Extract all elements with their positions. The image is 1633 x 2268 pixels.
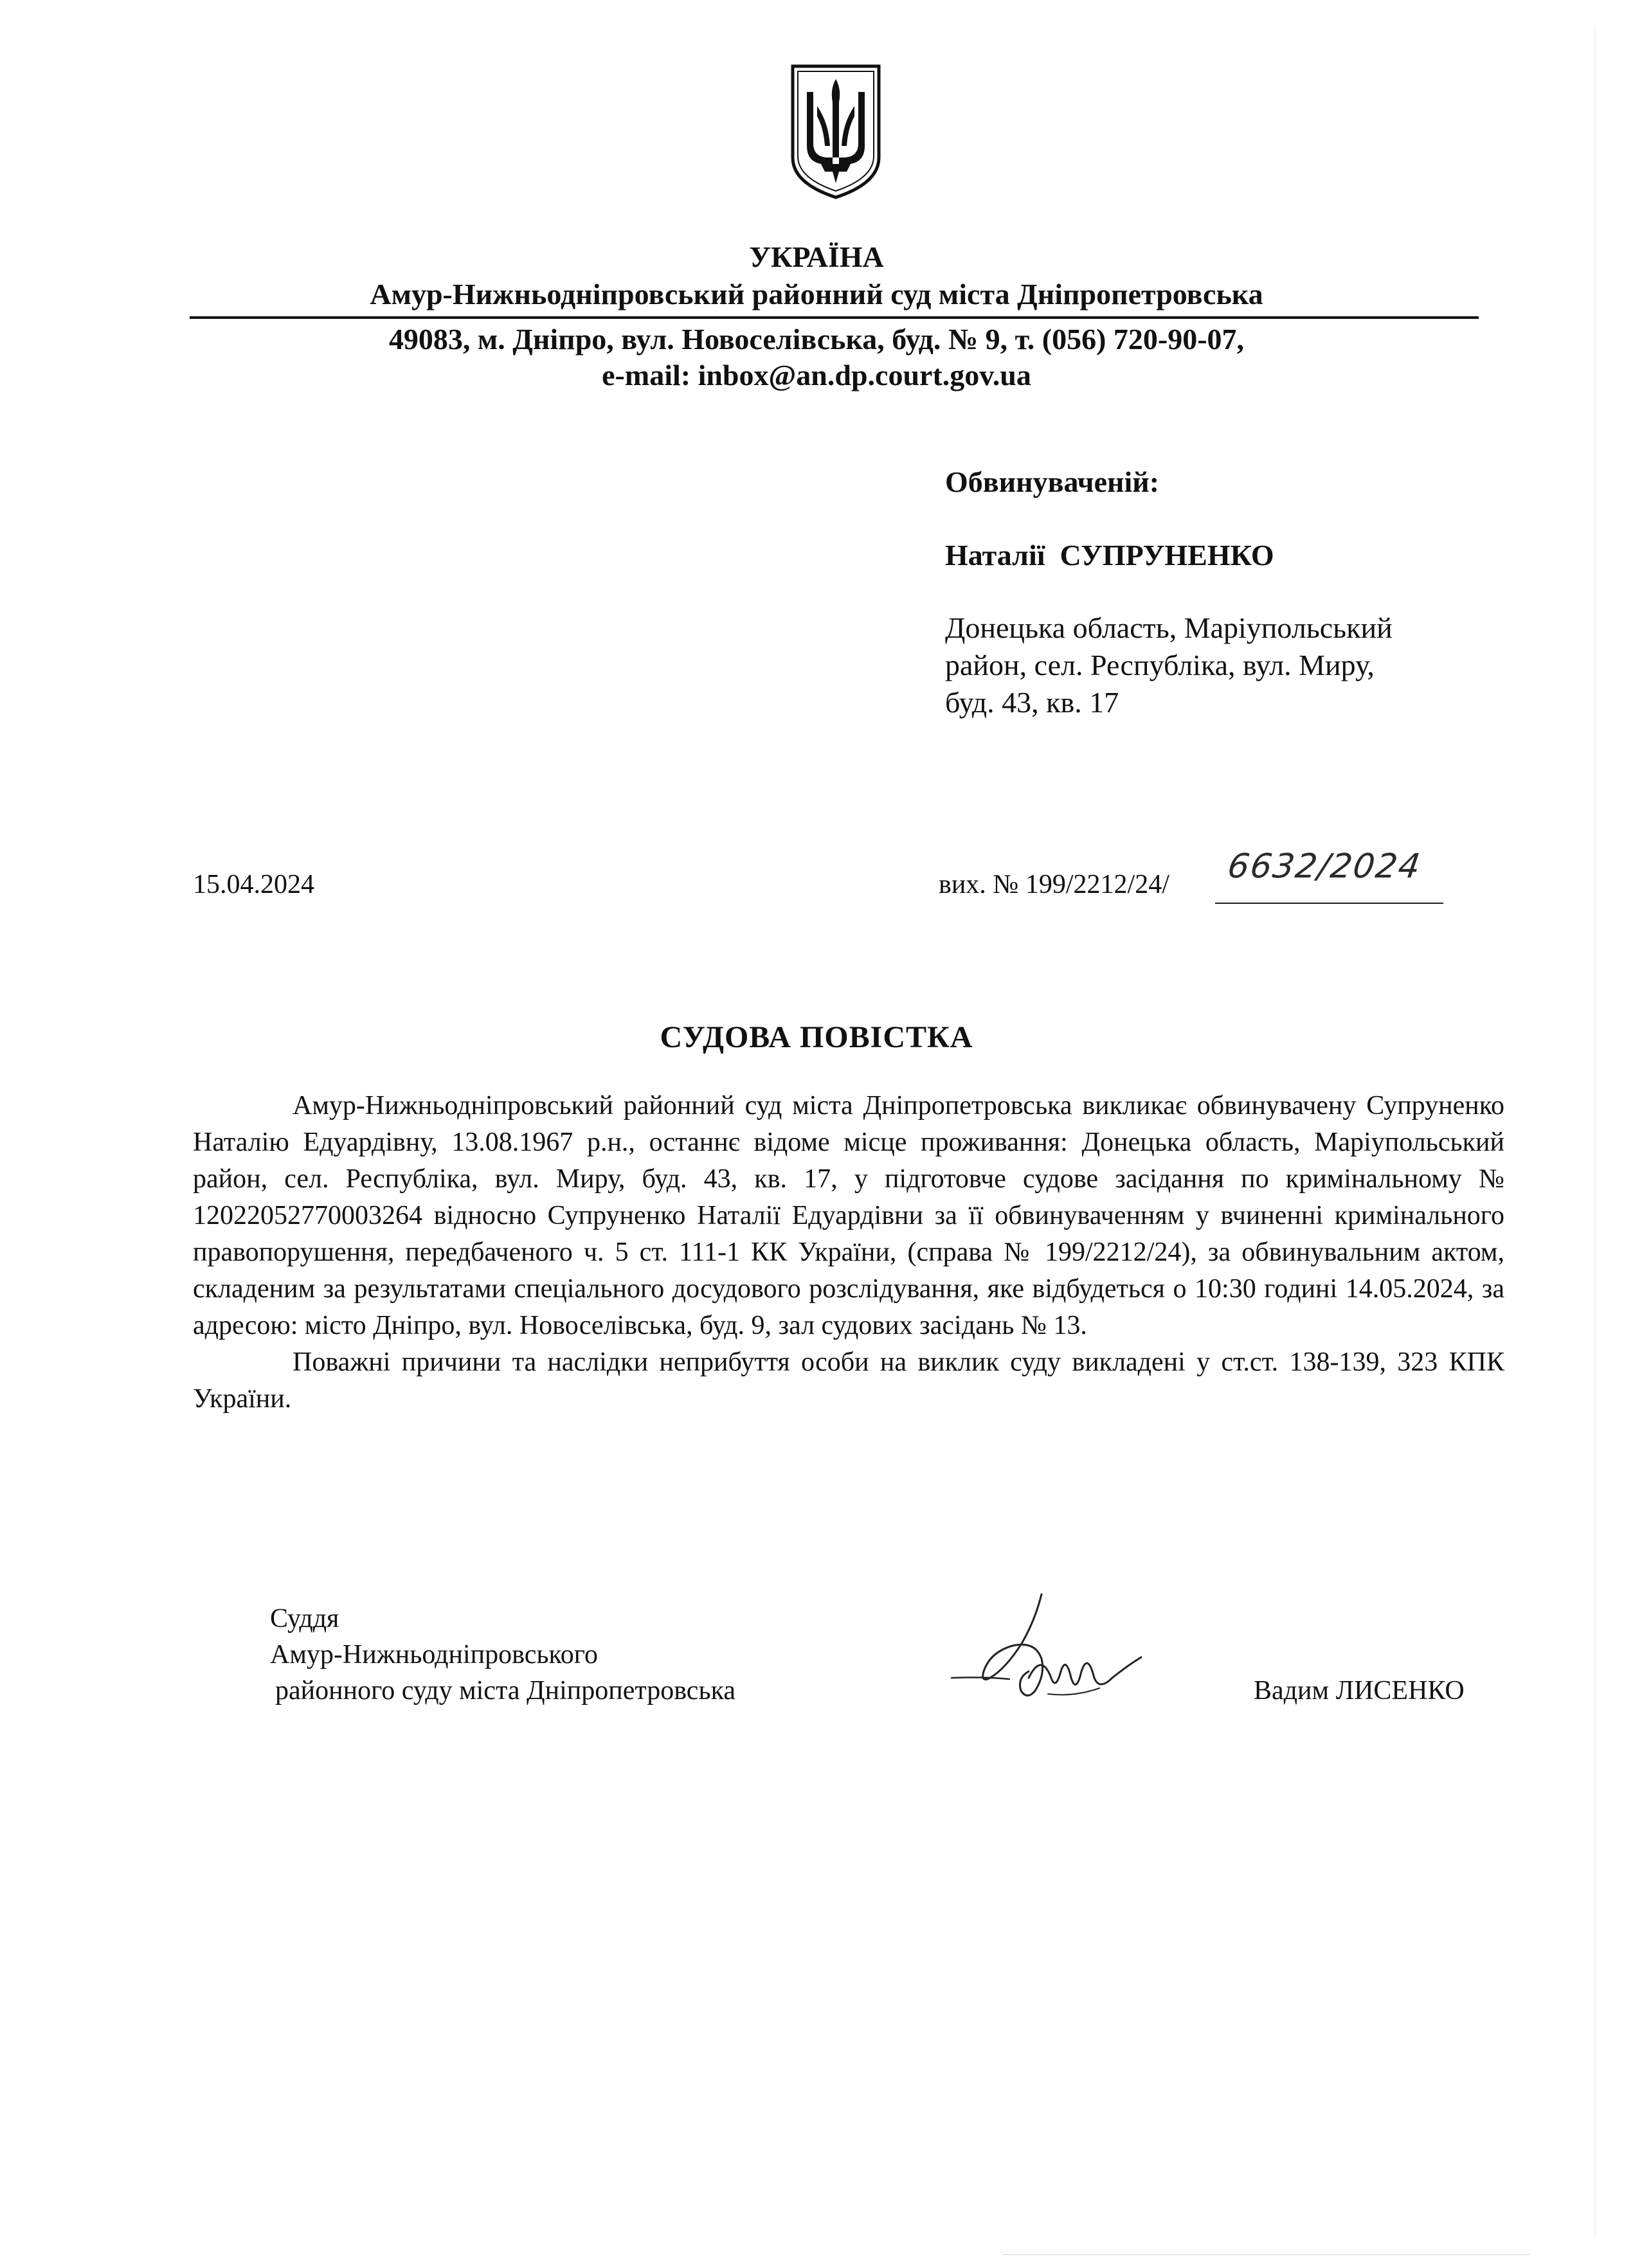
header-divider xyxy=(190,316,1479,319)
body-paragraph: Поважні причини та наслідки неприбуття особи на виклик суду викладені у ст.ст. 138-139, 323 КПК України. xyxy=(193,1347,1504,1414)
body-paragraph: Амур-Нижньодніпровський районний суд міста Дніпропетровська викликає обвинувачену Супруненко Наталію Едуардівну, 13.08.1967 р.н., останнє відоме місце проживання: Донецька область, Маріупольський район, сел. Республіка, вул. Миру, буд. 43, кв. 17, у підготовче судове засідання по кримінальному № 12022052770003264 відносно Супруненко Наталії Едуардівни за її обвинуваченням у вчиненні кримінального правопорушення, передбаченого ч. 5 ст. 111-1 КК України, (справа № 199/2212/24), за обвинувальним актом, складеним за результатами спеціального досудового розслідування, яке відбудеться о 10:30 годині 14.05.2024, за адресою: місто Дніпро, вул. Новоселівська, буд. 9, зал судових засідань № 13. xyxy=(193,1091,1504,1340)
court-email: e-mail: inbox@an.dp.court.gov.ua xyxy=(602,359,1031,392)
outgoing-number-underline xyxy=(1215,903,1443,904)
outgoing-number: вих. № 199/2212/24/ xyxy=(939,870,1169,899)
recipient-address xyxy=(945,609,1393,721)
signer-position: Суддя xyxy=(270,1604,339,1634)
document-date: 15.04.2024 xyxy=(193,870,314,899)
document-body xyxy=(193,1088,1504,1418)
recipient-address-line: район, сел. Республіка, вул. Миру, xyxy=(945,649,1375,681)
recipient-label: Обвинуваченій: xyxy=(945,465,1160,498)
judge-name: Вадим ЛИСЕНКО xyxy=(1254,1676,1465,1706)
recipient-address-line: буд. 43, кв. 17 xyxy=(945,686,1119,719)
handwritten-signature xyxy=(945,1581,1151,1729)
signer-court-line: районного суду міста Дніпропетровська xyxy=(275,1676,736,1706)
recipient-name: Наталії СУПРУНЕНКО xyxy=(945,539,1274,572)
signer-court-line: Амур-Нижньодніпровського xyxy=(270,1640,598,1670)
recipient-address-line: Донецька область, Маріупольський xyxy=(945,611,1393,644)
court-name: Амур-Нижньодніпровський районний суд міста Дніпропетровська xyxy=(370,278,1263,310)
country-name: УКРАЇНА xyxy=(749,240,884,273)
ukraine-trident-emblem-icon xyxy=(788,61,884,201)
court-address: 49083, м. Дніпро, вул. Новоселівська, буд. № 9, т. (056) 720-90-07, xyxy=(388,323,1245,356)
scan-bottom-mark xyxy=(1003,2254,1530,2255)
document-title: СУДОВА ПОВІСТКА xyxy=(660,1020,973,1054)
outgoing-number-handwritten: 6632/2024 xyxy=(1225,847,1424,886)
